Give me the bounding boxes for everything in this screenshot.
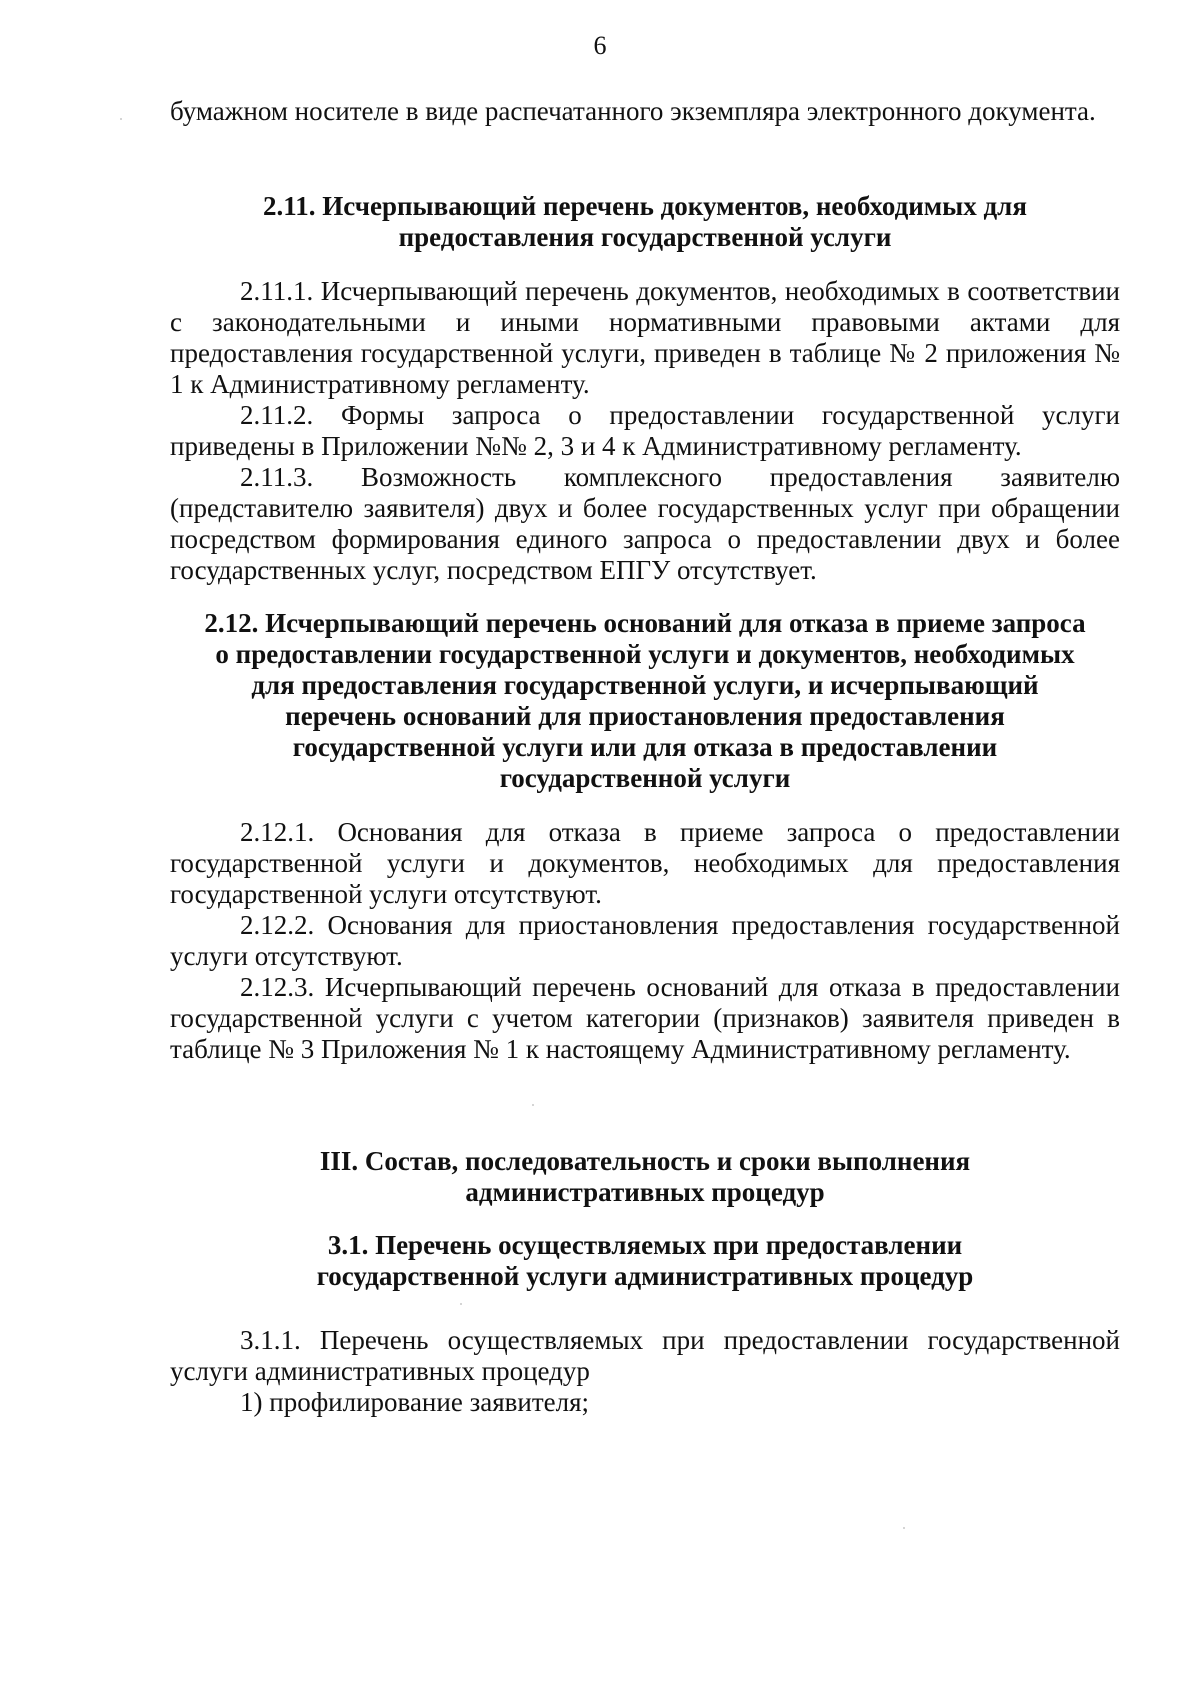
section-2-12-heading-line: государственной услуги или для отказа в предоставлении (292, 732, 998, 762)
scan-speck (532, 1104, 534, 1106)
paragraph-2-11-2: 2.11.2. Формы запроса о предоставлении государственной услуги приведены в Приложении №№ 2, 3 и 4 к Административному регламенту. (170, 400, 1120, 461)
paragraph-3-1-1: 3.1.1. Перечень осуществляемых при предоставлении государственной услуги административных процедур (170, 1325, 1120, 1386)
section-2-12-heading-line: о предоставлении государственной услуги и документов, необходимых (215, 639, 1075, 669)
list-item-1: 1) профилирование заявителя; (240, 1387, 590, 1417)
section-2-12-heading-line: 2.12. Исчерпывающий перечень оснований для отказа в приеме запроса (204, 608, 1086, 638)
paragraph-2-12-3: 2.12.3. Исчерпывающий перечень оснований для отказа в предоставлении государственной услуги с учетом категории (признаков) заявителя приведен в таблице № 3 Приложения № 1 к настоящему Административному регламенту. (170, 972, 1120, 1064)
section-3-heading-line: III. Состав, последовательность и сроки выполнения (319, 1146, 971, 1176)
paragraph-2-11-1: 2.11.1. Исчерпывающий перечень документов, необходимых в соответствии с законодательными и иными нормативными правовыми актами для предоставления государственной услуги, приведен в таблице № 2 приложения № 1 к Административному регламенту. (170, 276, 1120, 399)
section-2-12-heading-line: государственной услуги (499, 763, 791, 793)
section-2-11-body (170, 276, 1120, 586)
scan-speck (903, 1527, 905, 1529)
section-3-1-body (170, 1325, 1120, 1418)
section-2-11-heading-line: предоставления государственной услуги (398, 222, 892, 252)
intro-paragraph-block (170, 96, 1120, 127)
scan-speck (745, 653, 747, 655)
section-3-heading (140, 1146, 1150, 1208)
paragraph-2-11-3: 2.11.3. Возможность комплексного предоставления заявителю (представителю заявителя) двух и более государственных услуг при обращении посредством формирования единого запроса о предоставлении двух и более государственных услуг, посредством ЕПГУ отсутствует. (170, 462, 1120, 585)
section-2-12-body (170, 817, 1120, 1065)
scan-speck (120, 118, 122, 120)
page-number: 6 (593, 31, 607, 60)
scan-speck (460, 1303, 462, 1305)
section-2-11-heading-line: 2.11. Исчерпывающий перечень документов, необходимых для (263, 191, 1027, 221)
section-3-1-heading (140, 1230, 1150, 1292)
paragraph-2-12-2: 2.12.2. Основания для приостановления предоставления государственной услуги отсутствуют. (170, 910, 1120, 971)
section-2-12-heading-line: перечень оснований для приостановления предоставления (285, 701, 1005, 731)
section-3-heading-line: административных процедур (465, 1177, 825, 1207)
section-3-1-heading-line: государственной услуги административных процедур (316, 1261, 974, 1291)
section-2-12-heading (140, 608, 1150, 794)
intro-paragraph: бумажном носителе в виде распечатанного экземпляра электронного документа. (170, 96, 1096, 126)
section-2-11-heading (140, 191, 1150, 253)
paragraph-2-12-1: 2.12.1. Основания для отказа в приеме запроса о предоставлении государственной услуги и документов, необходимых для предоставления государственной услуги отсутствуют. (170, 817, 1120, 909)
section-2-12-heading-line: для предоставления государственной услуги, и исчерпывающий (251, 670, 1039, 700)
section-3-1-heading-line: 3.1. Перечень осуществляемых при предоставлении (327, 1230, 963, 1260)
